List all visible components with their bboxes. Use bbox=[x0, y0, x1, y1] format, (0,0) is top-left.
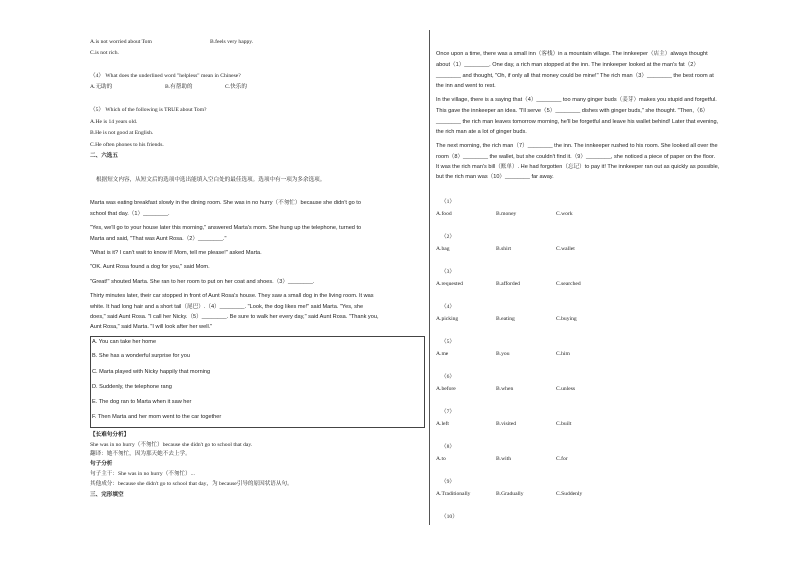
cloze-option-a: A.requested bbox=[436, 281, 463, 287]
cloze-option-c: C.him bbox=[556, 351, 570, 357]
cloze-option-b: B.Gradually bbox=[496, 491, 524, 497]
cloze-q-number: （7） bbox=[441, 409, 455, 415]
analysis-main: 句子主干：She was in no hurry（不匆忙）... bbox=[90, 471, 195, 477]
cloze-line: Once upon a time, there was a small inn（客栈）in a mountain village. The innkeeper（店主）always thought bbox=[436, 51, 708, 57]
q-option-a: A.is not worried about Tom bbox=[90, 39, 152, 45]
cloze-option-a: A.before bbox=[436, 386, 456, 392]
cloze-line: the inn and went to rest. bbox=[436, 83, 496, 89]
passage-line: "What is it? I can't wait to know it! Mom, tell me please!" asked Marta. bbox=[90, 250, 262, 256]
cloze-option-b: B.eating bbox=[496, 316, 515, 322]
box-option-e: E. The dog ran to Marta when it saw her bbox=[92, 399, 192, 405]
cloze-option-b: B.when bbox=[496, 386, 514, 392]
q4-option-b: B.有帮助的 bbox=[165, 84, 193, 90]
cloze-option-b: B.shirt bbox=[496, 246, 512, 252]
q5-stem: （5） Which of the following is TRUE about Tom? bbox=[90, 107, 207, 113]
q5-option-c: C.He often phones to his friends. bbox=[90, 142, 164, 148]
analysis-sentence: She was in no hurry（不匆忙）because she didn't go to school that day. bbox=[90, 442, 253, 448]
cloze-option-c: C.work bbox=[556, 211, 573, 217]
cloze-option-b: B.with bbox=[496, 456, 512, 462]
cloze-line: the rich man ate a lot of ginger buds. bbox=[436, 129, 527, 135]
cloze-option-a: A.bag bbox=[436, 246, 450, 252]
q5-option-a: A.He is 14 years old. bbox=[90, 119, 138, 125]
cloze-q-number: （4） bbox=[441, 304, 455, 310]
cloze-line: room（8）________ the wallet, but she couldn't find it.（9）________, she noticed a piece of paper on the floor. bbox=[436, 154, 716, 160]
box-option-d: D. Suddenly, the telephone rang bbox=[92, 384, 172, 390]
section-instruction: 根据短文内容，从短文后的选项中选出能填入空白处的最佳选项。选项中有一项为多余选项。 bbox=[96, 177, 326, 183]
cloze-q-number: （3） bbox=[441, 269, 455, 275]
section-title-cloze: 三、完形填空 bbox=[90, 492, 124, 498]
cloze-option-c: C.buying bbox=[556, 316, 577, 322]
passage-line: "OK. Aunt Rosa found a dog for you," said Mom. bbox=[90, 264, 210, 270]
cloze-line: This gave the innkeeper an idea. "I'll serve（5）________ dishes with ginger buds," she thought. "Then,（6） bbox=[436, 108, 709, 114]
column-divider bbox=[429, 30, 430, 525]
box-option-c: C. Marta played with Nicky happily that morning bbox=[92, 369, 211, 375]
q4-stem: （4） What does the underlined word "helpless" mean in Chinese? bbox=[90, 73, 241, 79]
cloze-line: ________ the rich man leaves tomorrow morning, he'll be forgetful and leave his wallet behind! Later that evening, bbox=[436, 119, 719, 125]
cloze-line: In the village, there is a saying that（4）________ too many ginger buds（姜芽）makes you stupid and forgetful. bbox=[436, 97, 717, 103]
passage-line: Aunt Rosa," said Marta. "I will look after her well." bbox=[90, 324, 213, 330]
cloze-option-c: C.for bbox=[556, 456, 568, 462]
section-title-six-choose-five: 二、六选五 bbox=[90, 153, 118, 159]
passage-line: Marta was eating breakfast slowly in the dining room. She was in no hurry（不匆忙）because she didn't go to bbox=[90, 200, 361, 206]
passage-line: white. It had long hair and a short tail（尾巴）.（4）________. "Look, the dog likes me!" said Marta. "Yes, she bbox=[90, 304, 364, 310]
cloze-q-number: （8） bbox=[441, 444, 455, 450]
cloze-option-c: C.Suddenly bbox=[556, 491, 583, 497]
cloze-option-b: B.money bbox=[496, 211, 517, 217]
cloze-option-b: B.afforded bbox=[496, 281, 520, 287]
analysis-other: 其他成分：because she didn't go to school that day，为 because引导的原因状语从句。 bbox=[90, 481, 293, 487]
analysis-heading: 【长难句分析】 bbox=[90, 432, 130, 438]
cloze-option-a: A.food bbox=[436, 211, 452, 217]
box-option-b: B. She has a wonderful surprise for you bbox=[92, 353, 190, 359]
cloze-line: but the rich man was（10）________ far away. bbox=[436, 174, 554, 180]
cloze-option-a: A.left bbox=[436, 421, 449, 427]
cloze-q-number: （9） bbox=[441, 479, 455, 485]
q-option-c: C.is not rich. bbox=[90, 50, 119, 56]
cloze-q-number: （10） bbox=[441, 514, 458, 520]
box-option-a: A. You can take her home bbox=[92, 339, 157, 345]
q-option-b: B.feels very happy. bbox=[210, 39, 254, 45]
cloze-q-number: （6） bbox=[441, 374, 455, 380]
passage-line: "Yes, we'll go to your house later this morning," answered Marta's mom. She hung up the telephone, turned to bbox=[90, 225, 362, 231]
cloze-option-c: C.wallet bbox=[556, 246, 575, 252]
passage-line: Thirty minutes later, their car stopped in front of Aunt Rosa's house. They saw a small dog in the living room. It was bbox=[90, 293, 374, 299]
analysis-subheading: 句子分析 bbox=[90, 461, 113, 467]
cloze-q-number: （2） bbox=[441, 234, 455, 240]
passage-line: Marta and said, "That was Aunt Rosa.（2）________." bbox=[90, 236, 227, 242]
cloze-line: The next morning, the rich man（7）________ the inn. The innkeeper rushed to his room. She looked all over the bbox=[436, 143, 718, 149]
cloze-option-a: A.me bbox=[436, 351, 449, 357]
cloze-option-b: B.visited bbox=[496, 421, 517, 427]
cloze-option-c: C.built bbox=[556, 421, 572, 427]
cloze-line: ________ and thought, "Oh, if only all that money could be mine!" The rich man（3）________ the best room at bbox=[436, 73, 714, 79]
passage-line: "Great!" shouted Marta. She ran to her room to put on her coat and shoes.（3）________. bbox=[90, 279, 315, 285]
cloze-line: It was the rich man's bill（账单）. He had forgotten（忘记）to pay it! The innkeeper ran out as quickly as possible, bbox=[436, 164, 720, 170]
cloze-q-number: （5） bbox=[441, 339, 455, 345]
q5-option-b: B.He is not good at English. bbox=[90, 130, 154, 136]
cloze-line: about（1）________. One day, a rich man stopped at the inn. The innkeeper looked at the man's fat（2） bbox=[436, 62, 700, 68]
q4-option-c: C.快乐的 bbox=[225, 84, 247, 90]
cloze-option-a: A.Traditionally bbox=[436, 491, 471, 497]
cloze-q-number: （1） bbox=[441, 199, 455, 205]
passage-line: school that day.（1）________. bbox=[90, 211, 170, 217]
cloze-option-b: B.you bbox=[496, 351, 510, 357]
cloze-option-c: C.searched bbox=[556, 281, 581, 287]
cloze-option-a: A.to bbox=[436, 456, 446, 462]
passage-line: does," said Aunt Rosa. "I call her Nicky.（5）________. Be sure to walk her every day," said Aunt Rosa. "Thank you, bbox=[90, 314, 379, 320]
cloze-option-a: A.picking bbox=[436, 316, 459, 322]
q4-option-a: A.无助的 bbox=[90, 84, 113, 90]
analysis-translation: 翻译：她不匆忙，因为那天她不去上学。 bbox=[90, 451, 191, 457]
cloze-option-c: C.unless bbox=[556, 386, 576, 392]
box-option-f: F. Then Marta and her mom went to the car together bbox=[92, 414, 222, 420]
